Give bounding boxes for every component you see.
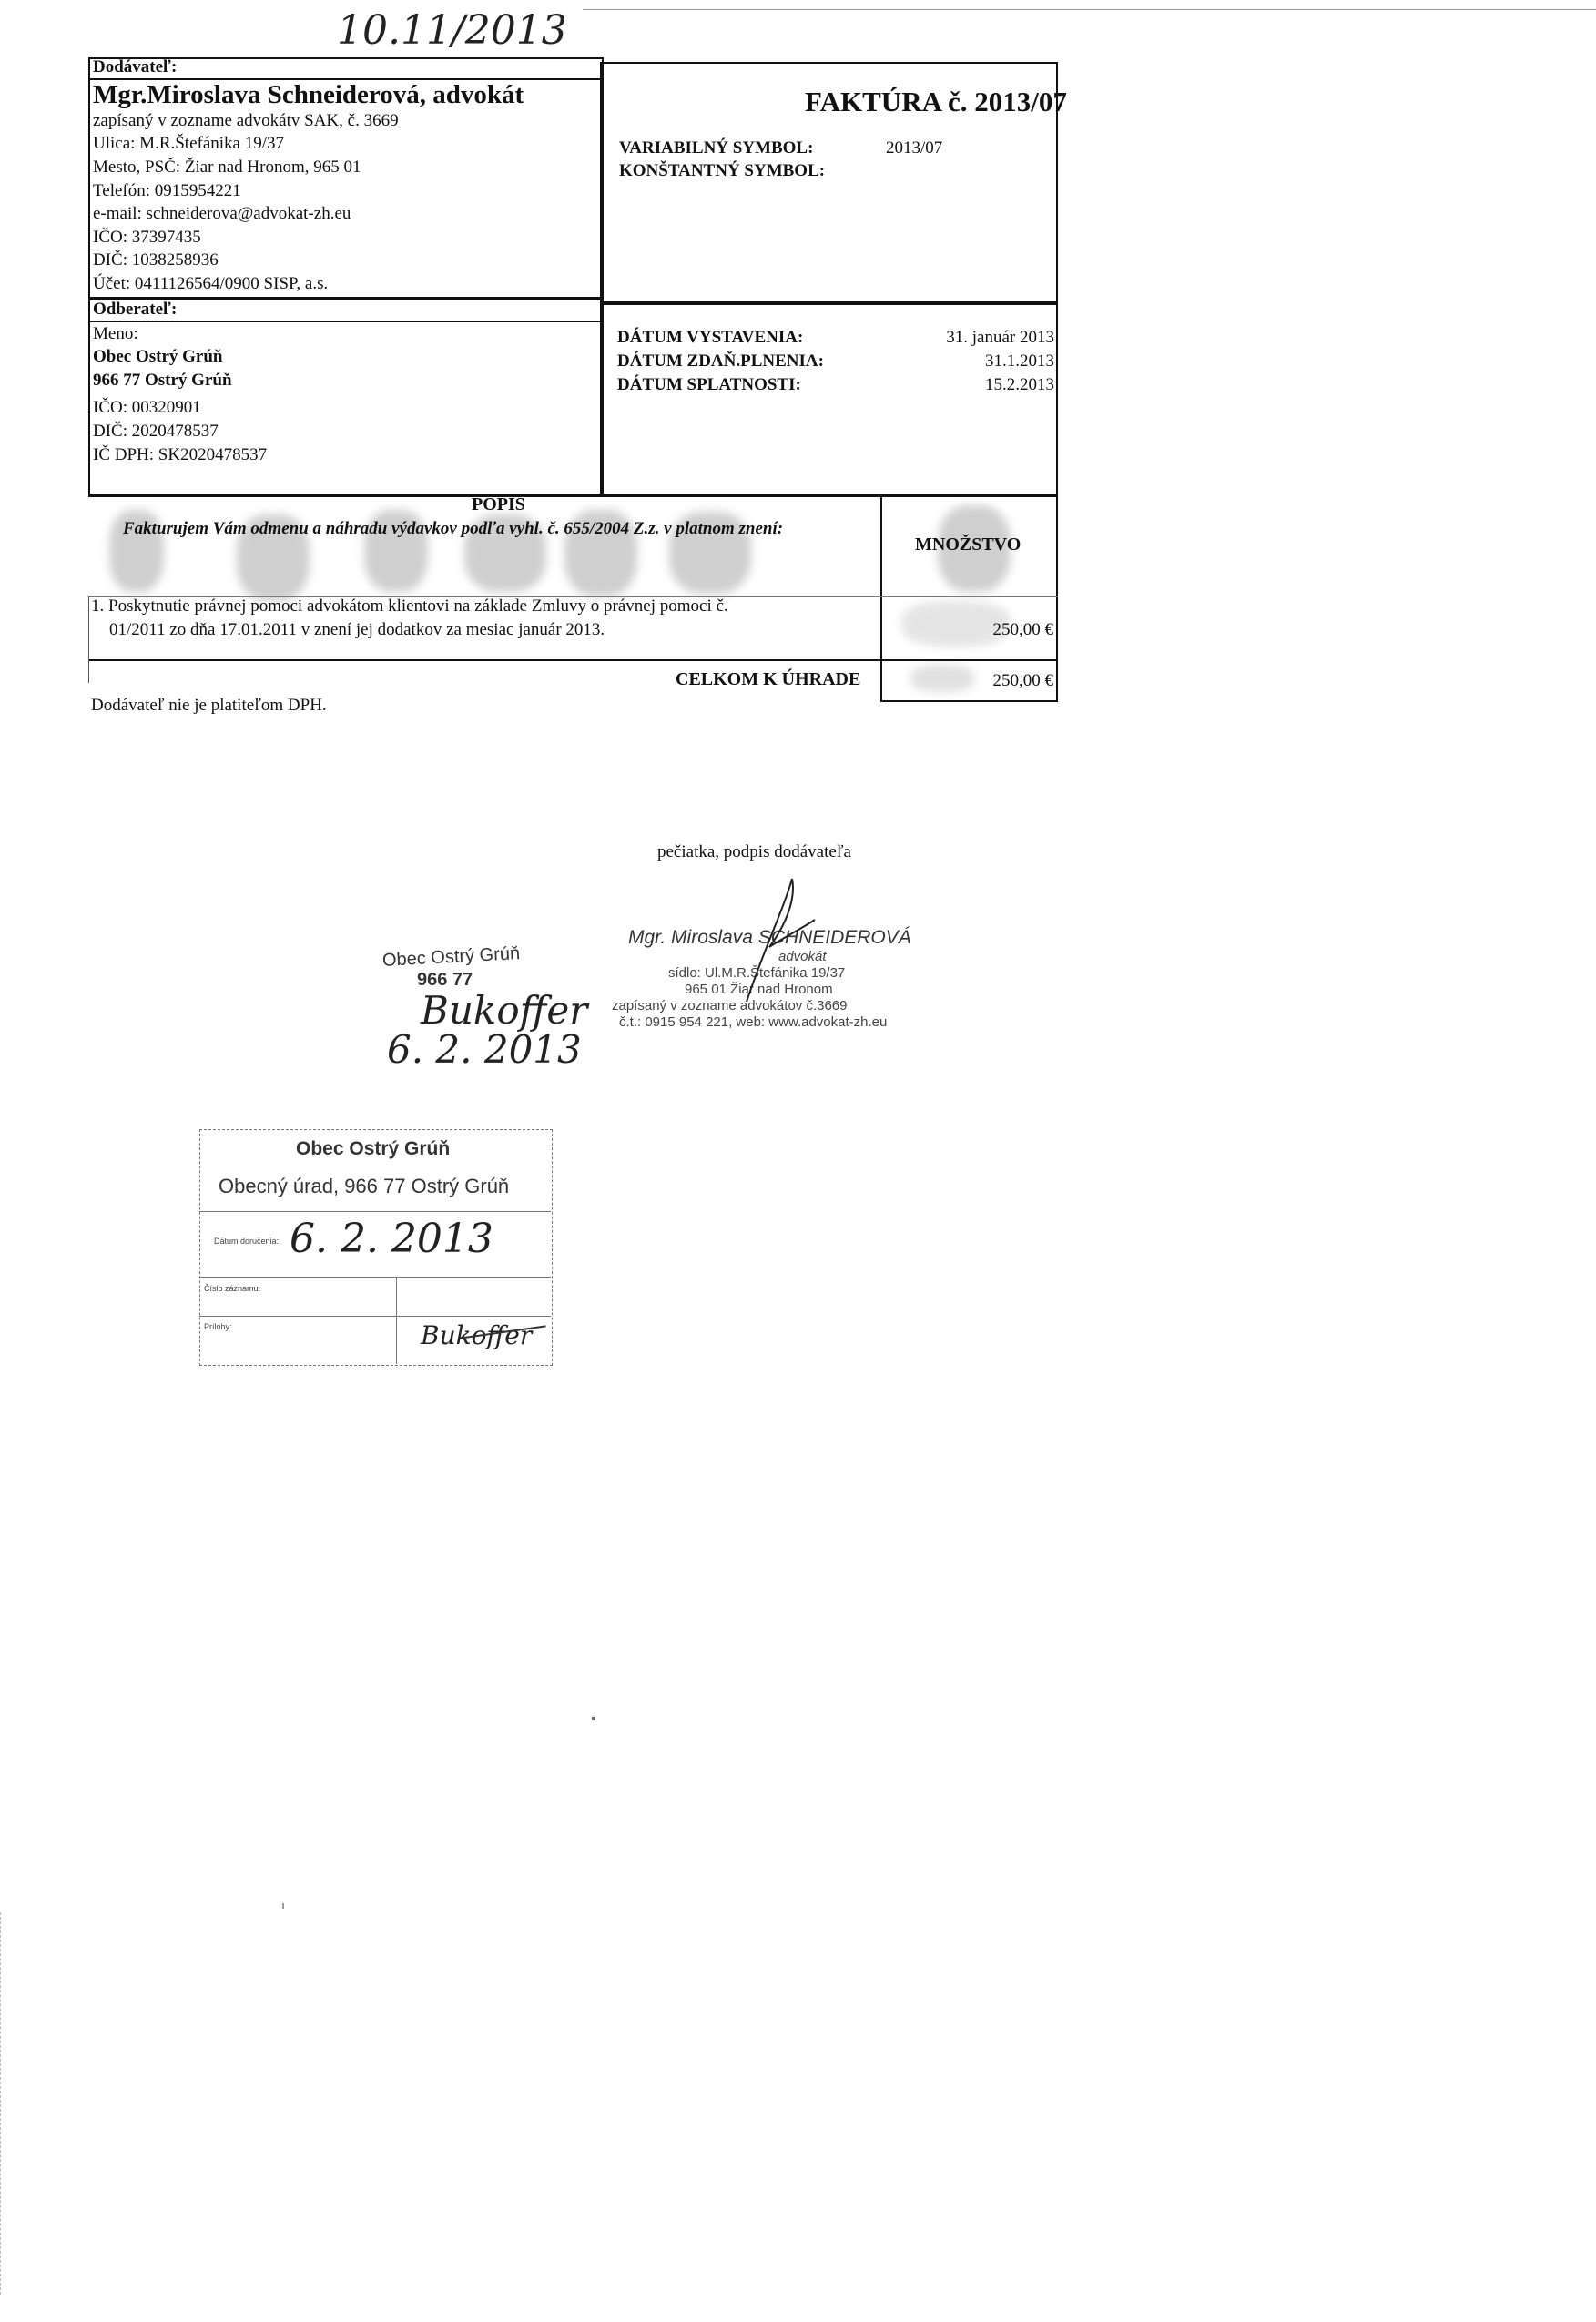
supplier-stamp-name: Mgr. Miroslava SCHNEIDEROVÁ (628, 927, 911, 948)
items-intro: Fakturujem Vám odmenu a náhradu výdavkov podľa vyhl. č. 655/2004 Z.z. v platnom znení: (123, 519, 784, 538)
supplier-line: Telefón: 0915954221 (93, 181, 241, 200)
left-scan-edge (0, 1912, 1, 2295)
receiver-date: 6. 2. 2013 (387, 1027, 582, 1072)
quantity-col-divider (880, 495, 882, 701)
supplier-stamp-line: 965 01 Žiar nad Hronom (685, 982, 833, 997)
customer-dic: DIČ: 2020478537 (93, 422, 219, 441)
handwritten-reference: 10.11/2013 (337, 7, 567, 54)
registry-signature: Bukoffer (421, 1320, 533, 1350)
vat-note: Dodávateľ nie je platiteľom DPH. (91, 696, 327, 715)
customer-name-label: Meno: (93, 324, 138, 343)
item-row-line1: 1. Poskytnutie právnej pomoci advokátom klientovi na základe Zmluvy o právnej pomoci č. (91, 596, 728, 616)
item-row-line2: 01/2011 zo dňa 17.01.2011 v znení jej dodatkov za mesiac január 2013. (109, 620, 605, 639)
customer-header-rule (88, 321, 604, 322)
right-border (1056, 495, 1058, 701)
tax-date-value: 31.1.2013 (985, 351, 1054, 371)
registry-attachments-label: Prílohy: (204, 1322, 232, 1331)
item-row-bottom-rule (88, 659, 1058, 661)
items-header-top-rule (88, 495, 1058, 497)
customer-header: Odberateľ: (93, 300, 178, 319)
supplier-stamp-line: zapísaný v zozname advokátov č.3669 (612, 998, 848, 1013)
invoice-title: FAKTÚRA č. 2013/07 (805, 86, 1067, 117)
supplier-stamp-line: č.t.: 0915 954 221, web: www.advokat-zh.eu (619, 1014, 888, 1030)
supplier-line: e-mail: schneiderova@advokat-zh.eu (93, 204, 351, 223)
constant-symbol-label: KONŠTANTNÝ SYMBOL: (619, 161, 826, 180)
registry-stamp-subtitle: Obecný úrad, 966 77 Ostrý Grúň (219, 1175, 510, 1197)
customer-name: Obec Ostrý Grúň (93, 347, 223, 366)
total-value: 250,00 € (992, 671, 1053, 690)
tax-date-label: DÁTUM ZDAŇ.PLNENIA: (617, 351, 824, 371)
supplier-line: zapísaný v zozname advokátv SAK, č. 3669 (93, 111, 399, 130)
registry-date-label: Dátum doručenia: (214, 1237, 280, 1246)
variable-symbol-label: VARIABILNÝ SYMBOL: (619, 138, 814, 158)
receiver-stamp-line1: Obec Ostrý Grúň (381, 943, 521, 971)
supplier-signature (728, 874, 838, 1029)
variable-symbol-value: 2013/07 (886, 138, 943, 158)
supplier-line: IČO: 37397435 (93, 228, 201, 247)
supplier-header: Dodávateľ: (93, 57, 178, 76)
due-date-label: DÁTUM SPLATNOSTI: (617, 375, 801, 394)
quantity-column-header: MNOŽSTVO (915, 535, 1022, 555)
supplier-line: Účet: 0411126564/0900 SISP, a.s. (93, 274, 329, 293)
receiver-signature: Bukoffer (421, 988, 588, 1033)
issue-date-label: DÁTUM VYSTAVENIA: (617, 328, 804, 347)
due-date-value: 15.2.2013 (985, 375, 1054, 394)
supplier-line: Ulica: M.R.Štefánika 19/37 (93, 134, 285, 153)
customer-box (88, 299, 604, 495)
total-label: CELKOM K ÚHRADE (676, 669, 861, 689)
registry-number-label: Číslo záznamu: (204, 1284, 261, 1293)
total-bottom-rule (880, 700, 1058, 702)
issue-date-value: 31. január 2013 (946, 328, 1054, 347)
left-tick (88, 596, 89, 683)
item-row-amount: 250,00 € (992, 620, 1053, 639)
customer-ico: IČO: 00320901 (93, 398, 201, 417)
registry-divider (199, 1316, 551, 1317)
receiver-stamp-line2: 966 77 (417, 970, 473, 990)
scan-dot (282, 1903, 284, 1909)
scan-dot (592, 1717, 595, 1720)
description-column-header: POPIS (472, 494, 525, 514)
registry-date-value: 6. 2. 2013 (290, 1216, 493, 1262)
top-edge-line (583, 9, 1596, 10)
registry-divider (199, 1277, 551, 1278)
signature-caption: pečiatka, podpis dodávateľa (657, 842, 851, 861)
supplier-line: DIČ: 1038258936 (93, 250, 219, 270)
supplier-name: Mgr.Miroslava Schneiderová, advokát (93, 80, 524, 109)
supplier-stamp-role: advokát (778, 949, 827, 964)
customer-icdph: IČ DPH: SK2020478537 (93, 445, 268, 464)
supplier-line: Mesto, PSČ: Žiar nad Hronom, 965 01 (93, 158, 361, 177)
customer-address: 966 77 Ostrý Grúň (93, 371, 232, 390)
registry-divider (199, 1211, 551, 1212)
registry-stamp-title: Obec Ostrý Grúň (296, 1138, 451, 1159)
supplier-stamp-line: sídlo: Ul.M.R.Štefánika 19/37 (668, 965, 846, 981)
registry-col-divider (396, 1277, 397, 1364)
